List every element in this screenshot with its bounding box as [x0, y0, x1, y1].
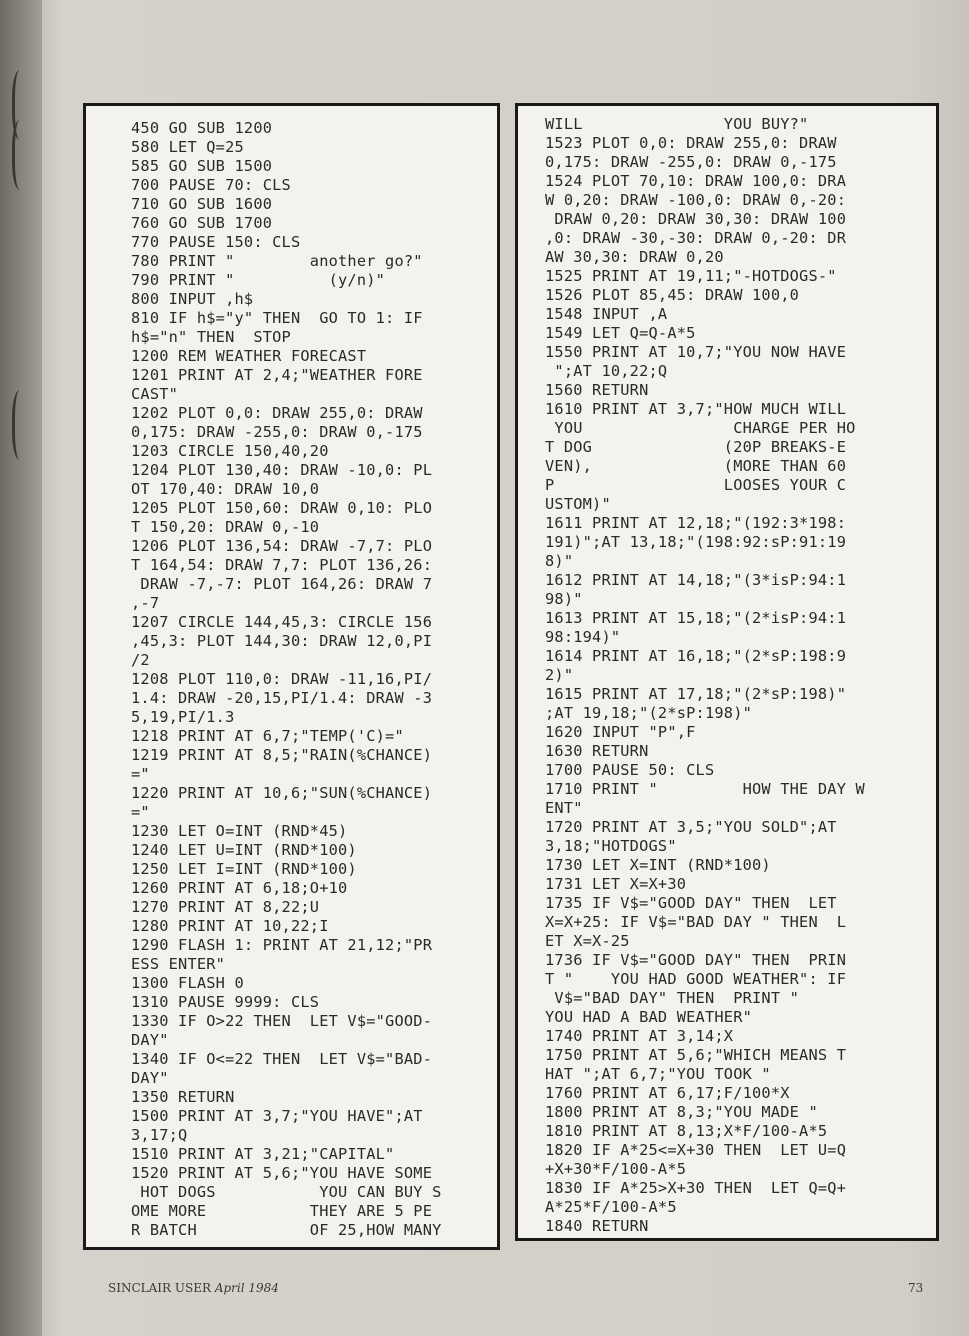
code-line: 1290 FLASH 1: PRINT AT 21,12;"PR — [131, 936, 433, 954]
code-line: h$="n" THEN STOP — [131, 328, 291, 346]
code-line: 0,175: DRAW -255,0: DRAW 0,-175 — [131, 423, 423, 441]
code-line: ESS ENTER" — [131, 955, 226, 973]
code-line: 1630 RETURN — [545, 742, 649, 760]
code-line: 1560 RETURN — [545, 381, 649, 399]
gutter-shadow-mark — [12, 120, 31, 190]
code-line: 1760 PRINT AT 6,17;F/100*X — [545, 1084, 790, 1102]
code-line: 1550 PRINT AT 10,7;"YOU NOW HAVE — [545, 343, 847, 361]
code-line: 1204 PLOT 130,40: DRAW -10,0: PL — [131, 461, 433, 479]
code-line: 1208 PLOT 110,0: DRAW -11,16,PI/ — [131, 670, 433, 688]
program-listing-left — [86, 106, 497, 1247]
program-listing-right — [518, 106, 936, 1238]
code-line: =" — [131, 765, 150, 783]
code-line: 1615 PRINT AT 17,18;"(2*sP:198)" — [545, 685, 847, 703]
code-line: 1610 PRINT AT 3,7;"HOW MUCH WILL — [545, 400, 847, 418]
code-line: 1720 PRINT AT 3,5;"YOU SOLD";AT — [545, 818, 837, 836]
code-line: T 150,20: DRAW 0,-10 — [131, 518, 320, 536]
code-line: ,45,3: PLOT 144,30: DRAW 12,0,PI — [131, 632, 433, 650]
listing-panel-right — [515, 103, 939, 1241]
code-line: 1340 IF O<=22 THEN LET V$="BAD- — [131, 1050, 433, 1068]
gutter-shadow-mark — [12, 390, 31, 460]
code-line: YOU CHARGE PER HO — [545, 419, 856, 437]
code-line: 1800 PRINT AT 8,3;"YOU MADE " — [545, 1103, 818, 1121]
code-line: 810 IF h$="y" THEN GO TO 1: IF — [131, 309, 423, 327]
code-line: 1524 PLOT 70,10: DRAW 100,0: DRA — [545, 172, 847, 190]
code-line: 1614 PRINT AT 16,18;"(2*sP:198:9 — [545, 647, 847, 665]
code-line: 98:194)" — [545, 628, 621, 646]
issue-date: April 1984 — [214, 1281, 279, 1295]
code-line: 1810 PRINT AT 8,13;X*F/100-A*5 — [545, 1122, 828, 1140]
code-line: 780 PRINT " another go?" — [131, 252, 423, 270]
code-line: OT 170,40: DRAW 10,0 — [131, 480, 320, 498]
code-line: 1330 IF O>22 THEN LET V$="GOOD- — [131, 1012, 433, 1030]
code-line: VEN), (MORE THAN 60 — [545, 457, 847, 475]
code-line: 1526 PLOT 85,45: DRAW 100,0 — [545, 286, 800, 304]
code-line: P LOOSES YOUR C — [545, 476, 847, 494]
code-line: 1510 PRINT AT 3,21;"CAPITAL" — [131, 1145, 395, 1163]
code-line: 1310 PAUSE 9999: CLS — [131, 993, 320, 1011]
code-line: 450 GO SUB 1200 — [131, 119, 273, 137]
code-line: 191)";AT 13,18;"(198:92:sP:91:19 — [545, 533, 847, 551]
code-line: 1300 FLASH 0 — [131, 974, 244, 992]
code-line: 1730 LET X=INT (RND*100) — [545, 856, 771, 874]
code-line: 1735 IF V$="GOOD DAY" THEN LET — [545, 894, 837, 912]
code-line: 1250 LET I=INT (RND*100) — [131, 860, 357, 878]
code-line: /2 — [131, 651, 150, 669]
code-line: HAT ";AT 6,7;"YOU TOOK " — [545, 1065, 771, 1083]
footer-masthead — [108, 1281, 279, 1295]
code-line: 1201 PRINT AT 2,4;"WEATHER FORE — [131, 366, 423, 384]
code-line: 1200 REM WEATHER FORECAST — [131, 347, 367, 365]
code-line: 580 LET Q=25 — [131, 138, 244, 156]
code-line: ,0: DRAW -30,-30: DRAW 0,-20: DR — [545, 229, 847, 247]
code-line: 1219 PRINT AT 8,5;"RAIN(%CHANCE) — [131, 746, 433, 764]
code-line: 2)" — [545, 666, 574, 684]
code-line: 1820 IF A*25<=X+30 THEN LET U=Q — [545, 1141, 847, 1159]
code-line: 1350 RETURN — [131, 1088, 235, 1106]
code-line: 1202 PLOT 0,0: DRAW 255,0: DRAW — [131, 404, 423, 422]
code-line: 1700 PAUSE 50: CLS — [545, 761, 715, 779]
code-line: T 164,54: DRAW 7,7: PLOT 136,26: — [131, 556, 433, 574]
code-line: 3,18;"HOTDOGS" — [545, 837, 677, 855]
code-line: 1218 PRINT AT 6,7;"TEMP('C)=" — [131, 727, 404, 745]
code-line: 1549 LET Q=Q-A*5 — [545, 324, 696, 342]
code-line: 1731 LET X=X+30 — [545, 875, 687, 893]
code-line: 1840 RETURN — [545, 1217, 649, 1235]
code-line: 1260 PRINT AT 6,18;O+10 — [131, 879, 348, 897]
page-number: 73 — [908, 1281, 924, 1295]
code-line: USTOM)" — [545, 495, 611, 513]
code-line: W 0,20: DRAW -100,0: DRAW 0,-20: — [545, 191, 847, 209]
binding-gutter — [0, 0, 42, 1336]
code-line: 585 GO SUB 1500 — [131, 157, 273, 175]
code-line: DAY" — [131, 1031, 169, 1049]
code-line: T " YOU HAD GOOD WEATHER": IF — [545, 970, 847, 988]
code-line: ET X=X-25 — [545, 932, 630, 950]
code-line: 1611 PRINT AT 12,18;"(192:3*198: — [545, 514, 847, 532]
code-line: DRAW 0,20: DRAW 30,30: DRAW 100 — [545, 210, 847, 228]
code-line: 790 PRINT " (y/n)" — [131, 271, 386, 289]
code-line: V$="BAD DAY" THEN PRINT " — [545, 989, 800, 1007]
code-line: 1.4: DRAW -20,15,PI/1.4: DRAW -3 — [131, 689, 433, 707]
code-line: OME MORE THEY ARE 5 PE — [131, 1202, 433, 1220]
code-line: YOU HAD A BAD WEATHER" — [545, 1008, 753, 1026]
code-line: X=X+25: IF V$="BAD DAY " THEN L — [545, 913, 847, 931]
code-line: 1612 PRINT AT 14,18;"(3*isP:94:1 — [545, 571, 847, 589]
code-line: 1207 CIRCLE 144,45,3: CIRCLE 156 — [131, 613, 433, 631]
code-line: 1203 CIRCLE 150,40,20 — [131, 442, 329, 460]
code-line: AW 30,30: DRAW 0,20 — [545, 248, 724, 266]
code-line: T DOG (20P BREAKS-E — [545, 438, 847, 456]
code-line: 1240 LET U=INT (RND*100) — [131, 841, 357, 859]
code-line: 1613 PRINT AT 15,18;"(2*isP:94:1 — [545, 609, 847, 627]
code-line: 1750 PRINT AT 5,6;"WHICH MEANS T — [545, 1046, 847, 1064]
code-line: 1230 LET O=INT (RND*45) — [131, 822, 348, 840]
code-line: +X+30*F/100-A*5 — [545, 1160, 687, 1178]
code-line: 1525 PRINT AT 19,11;"-HOTDOGS-" — [545, 267, 837, 285]
code-line: 770 PAUSE 150: CLS — [131, 233, 301, 251]
code-line: 1523 PLOT 0,0: DRAW 255,0: DRAW — [545, 134, 837, 152]
code-line: ENT" — [545, 799, 583, 817]
code-line: WILL YOU BUY?" — [545, 115, 809, 133]
magazine-name: SINCLAIR USER — [108, 1281, 211, 1295]
code-line: 0,175: DRAW -255,0: DRAW 0,-175 — [545, 153, 837, 171]
code-line: 1520 PRINT AT 5,6;"YOU HAVE SOME — [131, 1164, 433, 1182]
code-line: A*25*F/100-A*5 — [545, 1198, 677, 1216]
code-line: ;AT 19,18;"(2*sP:198)" — [545, 704, 753, 722]
code-line: 3,17;Q — [131, 1126, 188, 1144]
code-line: 5,19,PI/1.3 — [131, 708, 235, 726]
code-line: 1220 PRINT AT 10,6;"SUN(%CHANCE) — [131, 784, 433, 802]
code-line: ";AT 10,22;Q — [545, 362, 668, 380]
listing-panel-left — [83, 103, 500, 1250]
code-line: 1205 PLOT 150,60: DRAW 0,10: PLO — [131, 499, 433, 517]
code-line: =" — [131, 803, 150, 821]
code-line: 1620 INPUT "P",F — [545, 723, 696, 741]
code-line: 1280 PRINT AT 10,22;I — [131, 917, 329, 935]
code-line: 760 GO SUB 1700 — [131, 214, 273, 232]
code-line: 1206 PLOT 136,54: DRAW -7,7: PLO — [131, 537, 433, 555]
code-line: ,-7 — [131, 594, 160, 612]
code-line: 1830 IF A*25>X+30 THEN LET Q=Q+ — [545, 1179, 847, 1197]
code-line: HOT DOGS YOU CAN BUY S — [131, 1183, 442, 1201]
code-line: 1270 PRINT AT 8,22;U — [131, 898, 320, 916]
code-line: 1548 INPUT ,A — [545, 305, 668, 323]
code-line: CAST" — [131, 385, 179, 403]
code-line: 700 PAUSE 70: CLS — [131, 176, 291, 194]
code-line: 1500 PRINT AT 3,7;"YOU HAVE";AT — [131, 1107, 423, 1125]
code-line: 1710 PRINT " HOW THE DAY W — [545, 780, 865, 798]
code-line: DAY" — [131, 1069, 169, 1087]
code-line: 710 GO SUB 1600 — [131, 195, 273, 213]
code-line: 8)" — [545, 552, 574, 570]
code-line: DRAW -7,-7: PLOT 164,26: DRAW 7 — [131, 575, 433, 593]
code-line: 1736 IF V$="GOOD DAY" THEN PRIN — [545, 951, 847, 969]
code-line: 98)" — [545, 590, 583, 608]
code-line: 1740 PRINT AT 3,14;X — [545, 1027, 734, 1045]
code-line: R BATCH OF 25,HOW MANY — [131, 1221, 442, 1239]
code-line: 800 INPUT ,h$ — [131, 290, 254, 308]
